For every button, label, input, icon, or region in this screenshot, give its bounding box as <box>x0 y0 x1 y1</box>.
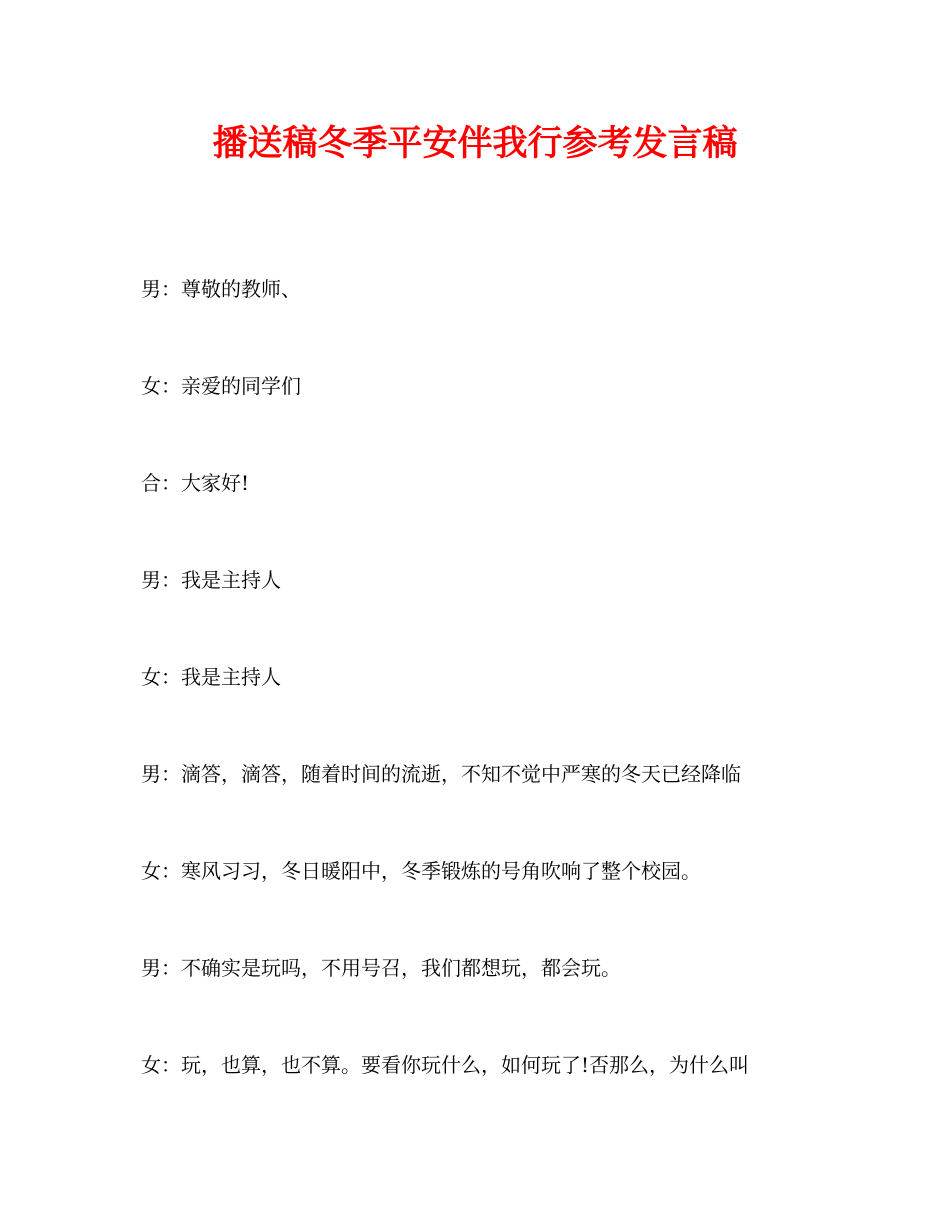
dialogue-line: 男：滴答，滴答，随着时间的流逝，不知不觉中严寒的冬天已经降临 <box>141 762 741 786</box>
dialogue-line: 女：玩，也算，也不算。要看你玩什么，如何玩了!否那么，为什么叫 <box>141 1053 750 1077</box>
dialogue-line: 男：不确实是玩吗，不用号召，我们都想玩，都会玩。 <box>141 956 621 980</box>
document-title: 播送稿冬季平安伴我行参考发言稿 <box>212 124 738 164</box>
dialogue-lines <box>141 273 841 1146</box>
dialogue-line: 男：我是主持人 <box>141 568 281 592</box>
dialogue-line: 女：我是主持人 <box>141 665 281 689</box>
dialogue-line: 女：寒风习习，冬日暖阳中，冬季锻炼的号角吹响了整个校园。 <box>141 859 701 883</box>
dialogue-line: 男：尊敬的教师、 <box>141 277 301 301</box>
dialogue-line: 女：亲爱的同学们 <box>141 374 301 398</box>
dialogue-line: 合：大家好! <box>141 471 250 495</box>
